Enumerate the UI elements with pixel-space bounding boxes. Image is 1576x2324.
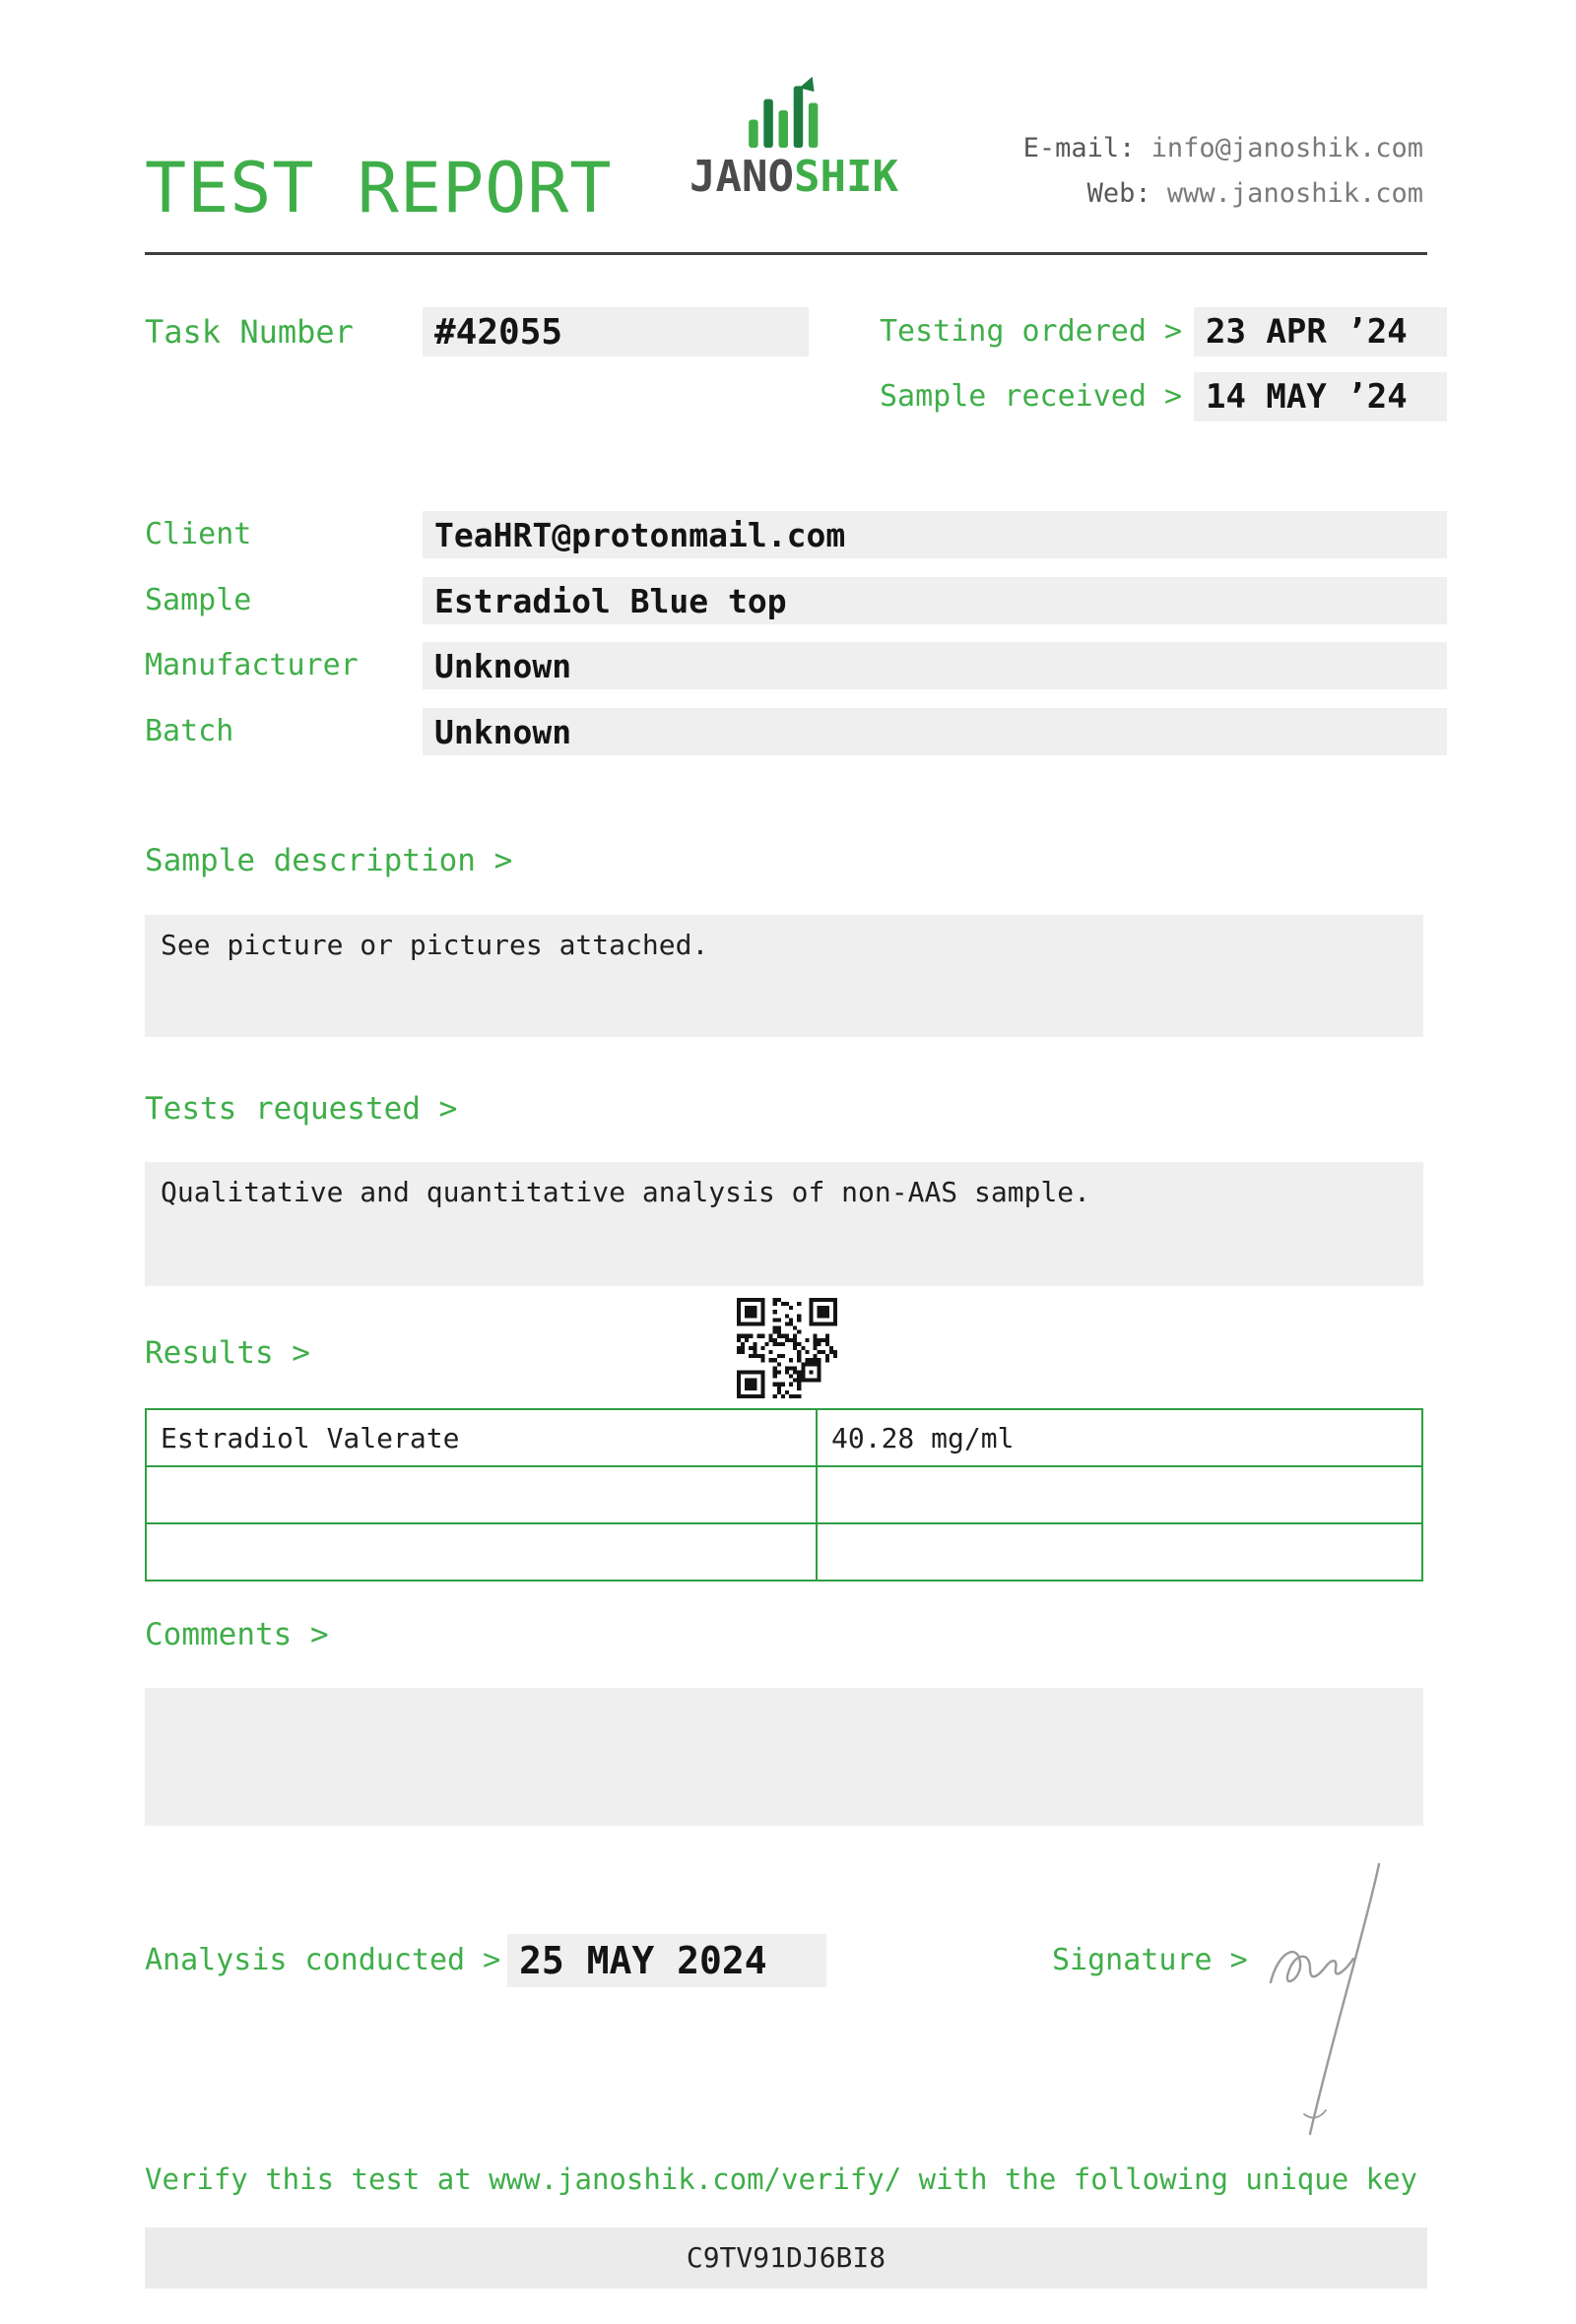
sample-value: Estradiol Blue top <box>423 577 1447 624</box>
tests-requested-text: Qualitative and quantitative analysis of non-AAS sample. <box>161 1176 1091 1208</box>
sample-received-value: 14 MAY ’24 <box>1194 372 1447 421</box>
header-divider <box>145 252 1427 255</box>
result-row-1 <box>146 1409 1422 1466</box>
result-substance-2 <box>146 1466 817 1523</box>
sample-label: Sample <box>145 583 252 617</box>
logo-text-shik: SHIK <box>793 152 898 202</box>
contact-block <box>1023 126 1423 217</box>
manufacturer-value: Unknown <box>423 642 1447 689</box>
batch-label: Batch <box>145 714 234 748</box>
signature-image <box>1259 1856 1407 2142</box>
batch-value: Unknown <box>423 708 1447 755</box>
result-row-2 <box>146 1466 1422 1523</box>
result-substance-3 <box>146 1523 817 1581</box>
email-value: info@janoshik.com <box>1150 133 1423 163</box>
result-amount-2 <box>817 1466 1422 1523</box>
sample-description-box <box>145 915 1423 1037</box>
result-substance-1: Estradiol Valerate <box>146 1409 817 1466</box>
logo-text-jano: JANO <box>690 152 794 202</box>
verify-key: C9TV91DJ6BI8 <box>145 2227 1427 2289</box>
janoshik-logo <box>690 75 898 202</box>
signature-label: Signature > <box>1052 1943 1248 1977</box>
result-amount-3 <box>817 1523 1422 1581</box>
sample-received-label: Sample received > <box>880 379 1183 414</box>
logo-wordmark <box>690 152 898 202</box>
web-label: Web: <box>1086 178 1151 209</box>
contact-email-line <box>1023 126 1423 171</box>
report-title: TEST REPORT <box>145 148 613 228</box>
web-value: www.janoshik.com <box>1166 178 1423 209</box>
testing-ordered-value: 23 APR ’24 <box>1194 307 1447 356</box>
results-heading: Results > <box>145 1335 310 1371</box>
analysis-conducted-value: 25 MAY 2024 <box>507 1934 826 1987</box>
analysis-conducted-label: Analysis conducted > <box>145 1943 501 1977</box>
tests-requested-box <box>145 1162 1423 1286</box>
task-number-label: Task Number <box>145 313 354 351</box>
result-amount-1: 40.28 mg/ml <box>817 1409 1422 1466</box>
comments-box <box>145 1688 1423 1826</box>
result-row-3 <box>146 1523 1422 1581</box>
verify-text: Verify this test at www.janoshik.com/verify/ with the following unique key <box>145 2163 1418 2196</box>
logo-bars-icon <box>746 75 830 148</box>
qr-code <box>737 1298 837 1398</box>
sample-description-heading: Sample description > <box>145 843 513 878</box>
comments-heading: Comments > <box>145 1617 329 1652</box>
task-number-value: #42055 <box>423 307 809 356</box>
sample-description-text: See picture or pictures attached. <box>161 929 709 961</box>
contact-web-line <box>1023 171 1423 217</box>
client-label: Client <box>145 517 252 551</box>
email-label: E-mail: <box>1022 133 1136 163</box>
tests-requested-heading: Tests requested > <box>145 1091 458 1127</box>
client-value: TeaHRT@protonmail.com <box>423 511 1447 558</box>
results-table <box>145 1408 1423 1582</box>
manufacturer-label: Manufacturer <box>145 648 359 682</box>
testing-ordered-label: Testing ordered > <box>880 314 1183 349</box>
